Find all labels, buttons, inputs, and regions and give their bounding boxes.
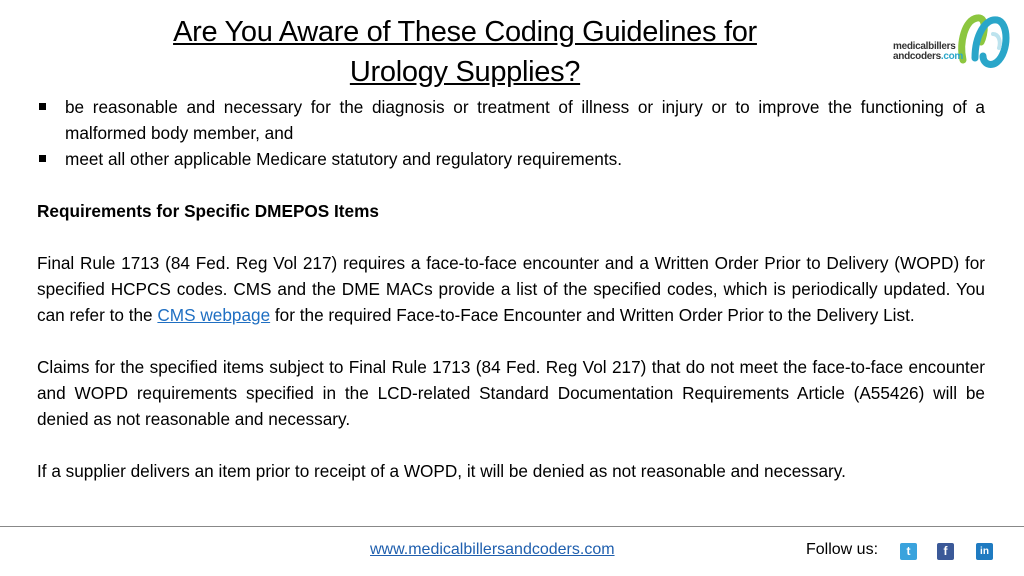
logo-text-suffix: .com: [940, 51, 964, 62]
paragraph-2: Claims for the specified items subject to Final Rule 1713 (84 Fed. Reg Vol 217) that do not meet the face-to-face encounter and WOPD requirements specified in the LCD-related Standard Documentation Requirements Article (A55426) will be denied as not reasonable and necessary.: [37, 357, 985, 429]
follow-us-label: Follow us:: [806, 541, 879, 558]
paragraph-1-text-after: for the required Face-to-Face Encounter and Written Order Prior to the Delivery List.: [270, 305, 915, 325]
title-line-1: Are You Aware of These Coding Guidelines for: [173, 16, 757, 48]
bullet-text: meet all other applicable Medicare statutory and regulatory requirements.: [65, 149, 622, 169]
logo-text-line-1: medicalbillers: [893, 41, 956, 52]
company-logo[interactable]: [893, 12, 1013, 74]
main-content: [37, 94, 985, 484]
twitter-icon[interactable]: t: [900, 543, 917, 560]
paragraph-1-text-before: Final Rule 1713 (84 Fed. Reg Vol 217) requires a face-to-face encounter and a Written Order Prior to Delivery (WOPD) for specified HCPCS codes. CMS and the DME MACs provide a list of the specified codes, which is periodically updated. You can refer to the: [37, 253, 985, 325]
paragraph-3: If a supplier delivers an item prior to receipt of a WOPD, it will be denied as not reasonable and necessary.: [37, 461, 846, 481]
list-item: [37, 94, 985, 146]
cms-webpage-link[interactable]: CMS webpage: [157, 305, 271, 325]
bullet-square-icon: [39, 155, 46, 162]
logo-mark-icon: [955, 12, 1013, 70]
footer-website-link[interactable]: www.medicalbillersandcoders.com: [370, 541, 615, 558]
title-line-2: Urology Supplies?: [349, 56, 581, 88]
footer-divider: [0, 526, 1024, 527]
logo-text: [893, 42, 963, 62]
linkedin-icon[interactable]: in: [976, 543, 993, 560]
list-item: [37, 146, 985, 172]
page-title: [90, 12, 840, 92]
logo-text-line-2: [893, 52, 963, 62]
bullet-list: [37, 94, 985, 172]
bullet-square-icon: [39, 103, 46, 110]
section-heading: Requirements for Specific DMEPOS Items: [37, 201, 379, 221]
bullet-text: be reasonable and necessary for the diagnosis or treatment of illness or injury or to improve the functioning of a malformed body member, and: [65, 97, 985, 143]
logo-text-name: andcoders: [893, 51, 941, 62]
paragraph-1: [37, 250, 985, 328]
facebook-icon[interactable]: f: [937, 543, 954, 560]
